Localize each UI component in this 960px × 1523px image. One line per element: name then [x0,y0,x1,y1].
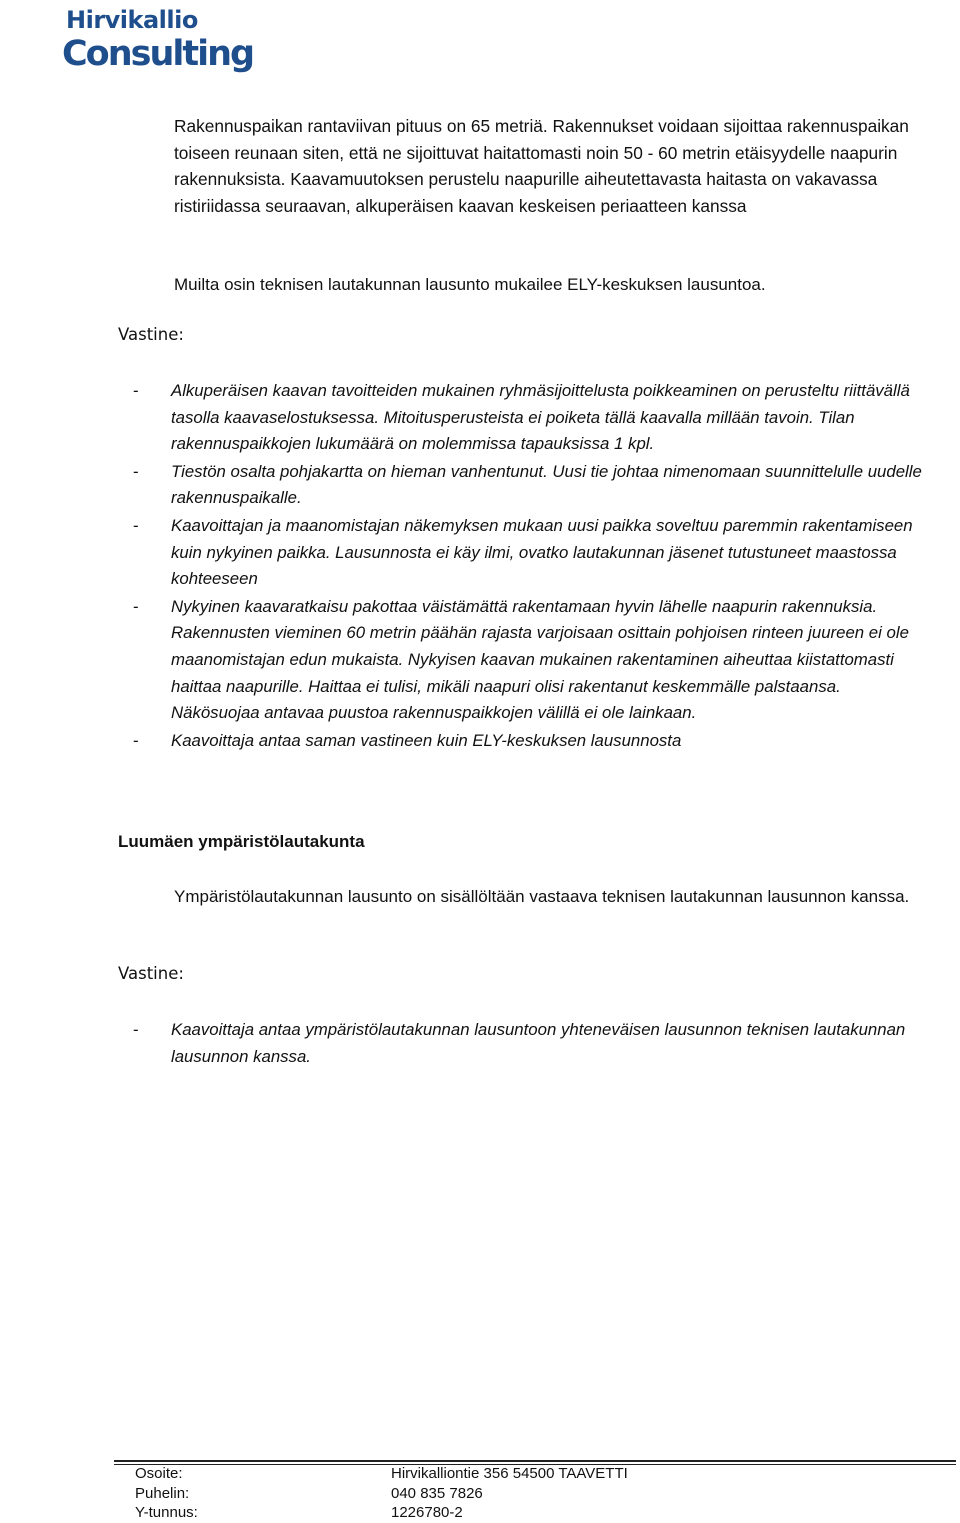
list-item-text: Nykyinen kaavaratkaisu pakottaa väistämättä rakentamaan hyvin lähelle naapurin rakennuksia. Rakennusten vieminen 60 metrin päähän rajasta varjoisaan osittain pohjoisen rinteen juureen ei ole maanomistajan edun mukaista. Nykyisen kaavan mukainen rakentaminen aiheuttaa kiistattomasti haittaa naapurille. Haittaa ei tulisi, mikäli naapuri olisi rakentanut keskemmälle palstaansa. Näkösuojaa antavaa puustoa rakennuspaikkojen välillä ei ole lainkaan. [171,596,909,723]
footer-label: Puhelin: [135,1484,190,1502]
list-dash: - [133,515,139,535]
list-dash: - [133,381,139,400]
list-dash: - [133,1020,139,1039]
list-item-text: Alkuperäisen kaavan tavoitteiden mukainen ryhmäsijoittelusta poikkeaminen on perusteltu riittävällä tasolla kaavaselostuksessa. Mitoitusperusteista ei poiketa tällä kaavalla millään tavoin. Tilan rakennuspaikkojen lukumäärä on molemmissa tapauksissa 1 kpl. [171,381,910,454]
list-item-text: Kaavoittajan ja maanomistajan näkemyksen mukaan uusi paikka soveltuu paremmin rakentamiseen kuin nykyinen paikka. Lausunnosta ei käy ilmi, ovatko lautakunnan jäsenet tutustuneet maastossa kohteeseen [171,515,913,589]
list-dash: - [133,596,139,616]
footer-value: 040 835 7826 [391,1484,483,1502]
list-item [133,378,933,458]
company-logo [60,4,254,84]
section-heading-ymparistolautakunta: Luumäen ympäristölautakunta [118,832,365,851]
list-item [133,1017,933,1070]
footer-row-address [135,1464,628,1484]
paragraph-ymparistolautakunta: Ympäristölautakunnan lausunto on sisällöltään vastaava teknisen lautakunnan lausunnon kanssa. [174,887,910,906]
list-item-text: Kaavoittaja antaa ympäristölautakunnan lausuntoon yhteneväisen lausunnon teknisen lautakunnan lausunnon kanssa. [171,1020,906,1066]
list-dash: - [133,730,139,750]
footer-value: Hirvikalliontie 356 54500 TAAVETTI [391,1465,628,1482]
footer-label: Y-tunnus: [135,1504,198,1521]
footer-contact [135,1464,628,1523]
logo-line-2: Consulting [62,34,254,74]
footer-label: Osoite: [135,1465,183,1482]
list-item [133,459,933,512]
list-item-text: Kaavoittaja antaa saman vastineen kuin ELY-keskuksen lausunnosta [171,730,682,750]
list-item [133,594,933,727]
vastine-list-1 [133,378,933,755]
footer-value: 1226780-2 [391,1504,463,1521]
list-item [133,728,933,755]
vastine-label-1: Vastine: [118,325,184,344]
list-item [133,513,933,593]
footer-divider [114,1460,956,1462]
list-item-text: Tiestön osalta pohjakartta on hieman vanhentunut. Uusi tie johtaa nimenomaan suunnittelulle uudelle rakennuspaikalle. [171,461,922,508]
list-dash: - [133,461,139,481]
logo-line-1: Hirvikallio [66,6,198,34]
footer-row-phone [135,1484,628,1504]
paragraph-muilta-osin: Muilta osin teknisen lautakunnan lausunto mukailee ELY-keskuksen lausuntoa. [174,275,766,294]
paragraph-rantaviiva: Rakennuspaikan rantaviivan pituus on 65 metriä. Rakennukset voidaan sijoittaa rakennuspaikan toiseen reunaan siten, että ne sijoittuvat haitattomasti noin 50 - 60 metrin etäisyydelle naapurin rakennuksista. Kaavamuutoksen perustelu naapurille aiheutettavasta haitasta on vakavassa ristiriidassa seuraavan, alkuperäisen kaavan keskeisen periaatteen kanssa [174,116,909,216]
vastine-list-2 [133,1017,933,1071]
vastine-label-2: Vastine: [118,964,184,983]
